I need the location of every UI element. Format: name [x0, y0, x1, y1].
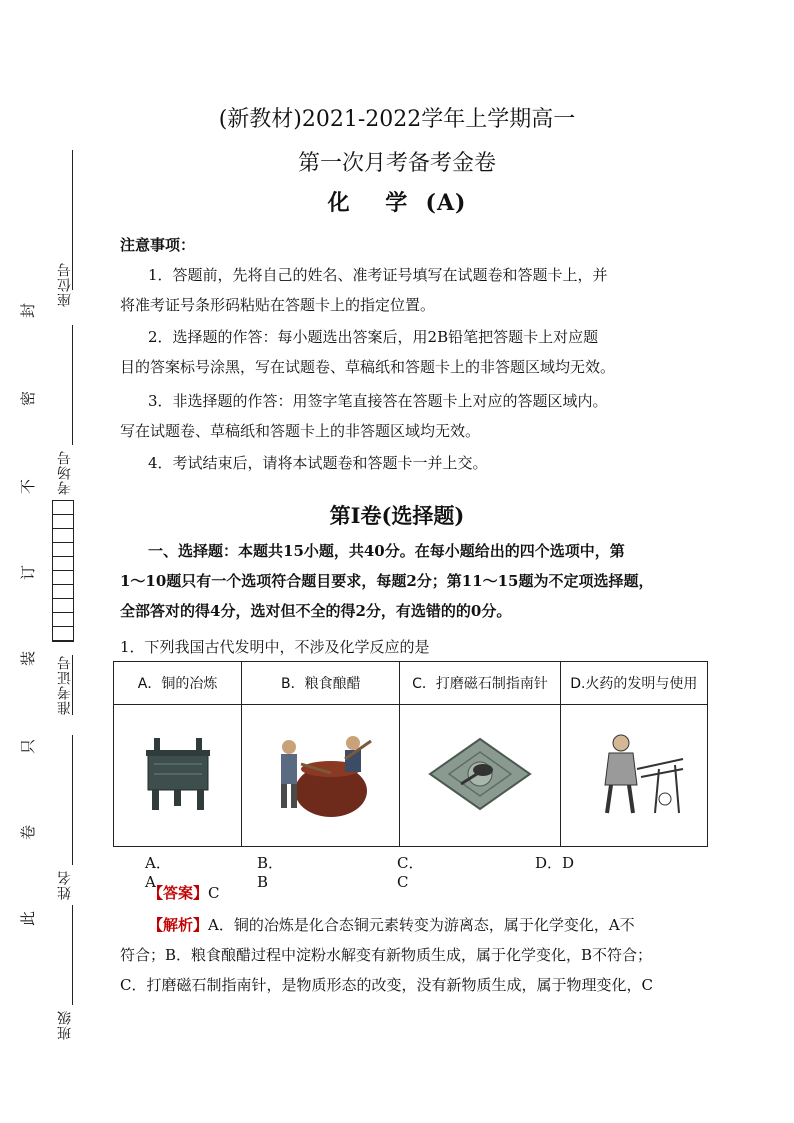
seal-char: 订	[19, 564, 38, 581]
name-label: 姓名	[57, 870, 73, 900]
question-stem: 1．下列我国古代发明中，不涉及化学反应的是	[120, 638, 430, 656]
choice-d[interactable]: D．D	[535, 854, 575, 872]
choice-a[interactable]: A．A	[145, 854, 171, 891]
intro-line: 1～10题只有一个选项符合题目要求，每题2分；第11～15题为不定项选择题，	[120, 572, 654, 590]
answer-tag: 【答案】	[148, 884, 209, 902]
exam-title: (新教材)2021-2022学年上学期高一	[218, 107, 576, 132]
notice-heading: 注意事项：	[120, 236, 196, 254]
analysis-line: 符合；B．粮食酿醋过程中淀粉水解变有新物质生成，属于化学变化，B不符合；	[120, 946, 653, 964]
seat-number-label: 座位号	[57, 262, 73, 307]
margin-line	[72, 905, 73, 1005]
choice-b[interactable]: B．B	[257, 854, 284, 891]
analysis-line: C．打磨磁石制指南针，是物质形态的改变，没有新物质生成，属于物理变化，C	[120, 976, 653, 994]
notice-line: 3．非选择题的作答：用签字笔直接答在答题卡上对应的答题区域内。	[148, 392, 608, 410]
option-header: C．打磨磁石制指南针	[400, 662, 560, 705]
seal-char: 密	[19, 390, 38, 407]
notice-line: 2．选择题的作答：每小题选出答案后，用2B铅笔把答题卡上对应题	[148, 328, 599, 346]
exam-room-label: 考场号	[57, 450, 73, 495]
seal-char: 此	[19, 910, 38, 927]
notice-line: 4．考试结束后，请将本试题卷和答题卡一并上交。	[148, 454, 488, 472]
section-intro	[120, 536, 710, 626]
seal-char: 封	[19, 302, 38, 319]
seal-char: 装	[19, 650, 38, 667]
answer-line	[120, 878, 710, 908]
notice-line: 将准考证号条形码粘贴在答题卡上的指定位置。	[120, 296, 436, 314]
seal-char: 只	[19, 738, 38, 755]
gunpowder-soldier-icon	[579, 729, 689, 819]
intro-line: 一、选择题：本题共15小题，共40分。在每小题给出的四个选项中，第	[148, 542, 625, 560]
notice-item-3	[120, 386, 710, 446]
vinegar-brewing-icon	[261, 729, 381, 819]
choice-c[interactable]: C．C	[397, 854, 424, 891]
notice-item-2	[120, 322, 710, 382]
option-image-cell	[400, 705, 560, 847]
analysis-tag: 【解析】	[148, 916, 209, 934]
class-label: 班级	[57, 1010, 73, 1040]
analysis-block	[120, 910, 710, 1000]
option-image-cell	[114, 705, 242, 847]
option-image-cell	[560, 705, 707, 847]
bronze-ding-icon	[138, 734, 218, 814]
notice-item-4	[120, 448, 710, 478]
seal-char: 不	[19, 478, 38, 495]
compass-sinan-icon	[425, 734, 535, 814]
exam-subtitle: 第一次月考备考金卷	[297, 151, 496, 176]
notice-item-1	[120, 260, 710, 320]
option-header: A．铜的冶炼	[114, 662, 242, 705]
subject-title: 化 学 (A)	[327, 190, 467, 216]
section-title: 第Ⅰ卷(选择题)	[329, 503, 465, 528]
answer-value: C	[208, 884, 220, 902]
intro-line: 全部答对的得4分，选对但不全的得2分，有选错的的0分。	[120, 602, 512, 620]
option-header: B．粮食酿醋	[242, 662, 400, 705]
notice-line: 写在试题卷、草稿纸和答题卡上的非答题区域均无效。	[120, 422, 481, 440]
margin-line	[72, 735, 73, 865]
notice-line: 1．答题前，先将自己的姓名、准考证号填写在试题卷和答题卡上，并	[148, 266, 608, 284]
seal-char: 卷	[19, 824, 38, 841]
ticket-number-label: 准考证号	[57, 655, 73, 715]
analysis-line: A．铜的冶炼是化合态铜元素转变为游离态，属于化学变化，A不	[208, 916, 635, 934]
margin-line	[72, 325, 73, 445]
option-header: D.火药的发明与使用	[560, 662, 707, 705]
options-table	[113, 661, 708, 847]
option-image-cell	[242, 705, 400, 847]
notice-line: 目的答案标号涂黑，写在试题卷、草稿纸和答题卡上的非答题区域均无效。	[120, 358, 616, 376]
